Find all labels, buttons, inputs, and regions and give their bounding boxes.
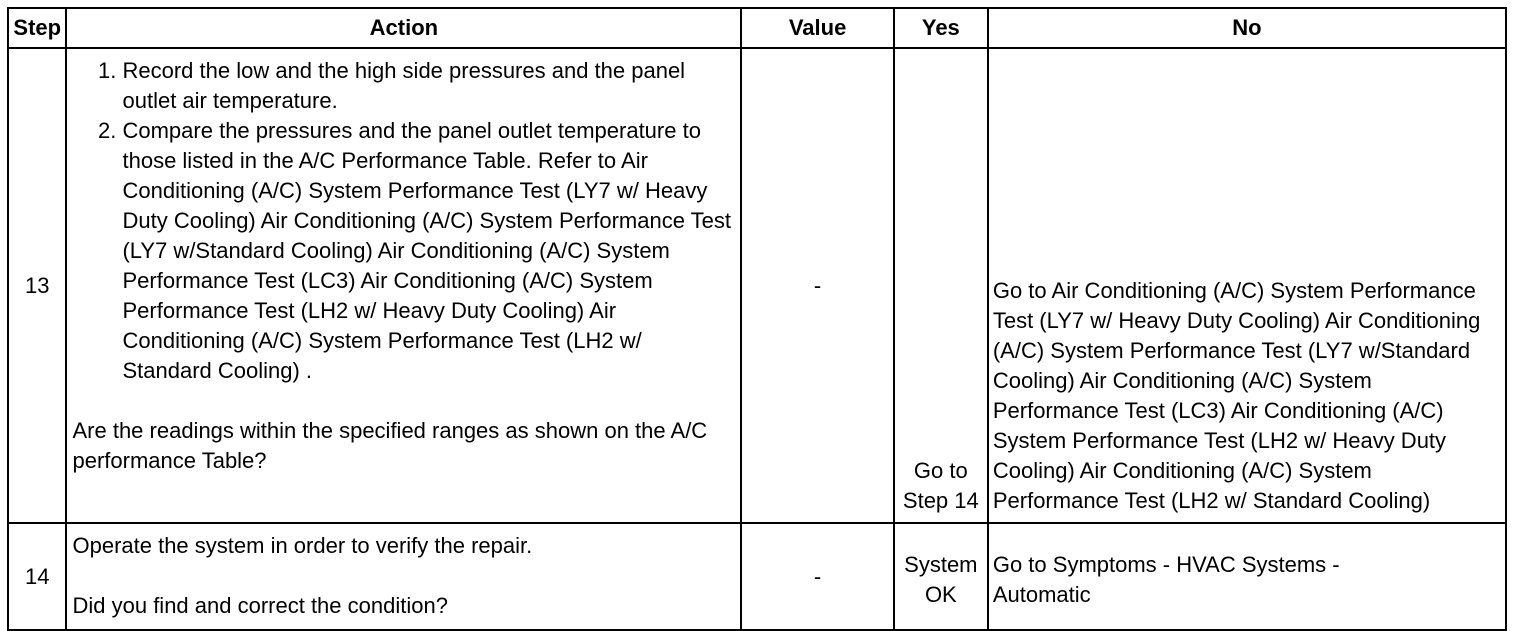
- step-number: 13: [8, 48, 66, 523]
- action-text: Operate the system in order to verify the repair.: [72, 533, 533, 558]
- value-cell: -: [741, 523, 894, 630]
- diagnostic-table: [7, 7, 1507, 631]
- action-question: Are the readings within the specified ranges as shown on the A/C performance Table?: [72, 418, 708, 473]
- yes-cell: [894, 523, 988, 630]
- action-cell: [66, 48, 741, 523]
- yes-line: OK: [924, 581, 957, 607]
- no-cell: [988, 523, 1506, 630]
- no-line: Go to Symptoms - HVAC Systems -: [992, 551, 1340, 577]
- step-number: 14: [8, 523, 66, 630]
- action-step-item: 1. Record the low and the high side pressures and the panel outlet air temperature.: [122, 56, 732, 116]
- no-cell: Go to Air Conditioning (A/C) System Performance Test (LY7 w/ Heavy Duty Cooling) Air Conditioning (A/C) System Performance Test (LY7 w/Standard Cooling) Air Conditioning (A/C) System Performance Test (LC3) Air Conditioning (A/C) System Performance Test (LH2 w/ Heavy Duty Cooling) Air Conditioning (A/C) System Performance Test (LH2 w/ Standard Cooling): [988, 48, 1506, 523]
- header-action: Action: [66, 8, 741, 48]
- action-cell: [66, 523, 741, 630]
- header-value: Value: [741, 8, 894, 48]
- table-row-step-13: [8, 48, 1506, 523]
- header-no: No: [988, 8, 1506, 48]
- yes-cell: [894, 48, 988, 523]
- yes-line: Step 14: [902, 488, 979, 513]
- yes-line: System: [904, 551, 978, 577]
- header-row: [8, 8, 1506, 48]
- header-yes: Yes: [894, 8, 988, 48]
- value-cell: -: [741, 48, 894, 523]
- action-question: Did you find and correct the condition?: [72, 593, 448, 618]
- action-steps-list: [72, 56, 732, 386]
- yes-line: Go to: [913, 458, 968, 483]
- header-step: Step: [8, 8, 66, 48]
- no-line: Automatic: [992, 581, 1091, 607]
- action-step-item: 2. Compare the pressures and the panel outlet temperature to those listed in the A/C Performance Table. Refer to Air Conditioning (A/C) System Performance Test (LY7 w/ Heavy Duty Cooling) Air Conditioning (A/C) System Performance Test (LY7 w/Standard Cooling) Air Conditioning (A/C) System Performance Test (LC3) Air Conditioning (A/C) System Performance Test (LH2 w/ Heavy Duty Cooling) Air Conditioning (A/C) System Performance Test (LH2 w/ Standard Cooling) .: [122, 116, 732, 386]
- table-row-step-14: [8, 523, 1506, 630]
